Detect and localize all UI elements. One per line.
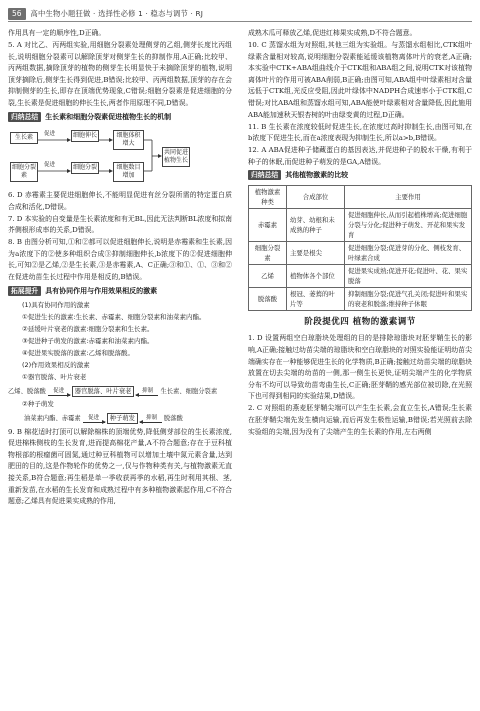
chain-left: 乙烯、脱落酸 — [8, 387, 46, 395]
hormone-chain-germination — [8, 413, 232, 425]
table-cell: 抑制细胞分裂;促进气孔关闭;促进叶和果实的衰老和脱落;维持种子休眠 — [345, 287, 472, 310]
table-row — [249, 287, 472, 310]
column-header: 植物激素种类 — [249, 185, 287, 208]
chain-arrow: 抑制 — [140, 415, 162, 423]
answer-8: 8. B 由图分析可知,①和②都可以促进细胞伸长,说明是赤霉素和生长素,因为a浓度下的②使多种组织合成③抑制细胞伸长,b浓度下的②促进细胞伸长,可知②是乙烯,②是生长素,③是赤霉素,A、C正确;③和①、①、③和②在促进幼苗生长过程中作用是相反的,B错误。 — [8, 238, 232, 282]
table-cell: 促进细胞分裂;促进芽的分化、侧枝发育、叶绿素合成 — [345, 241, 472, 264]
right-column — [248, 28, 472, 439]
answer-9: 9. B 棉花适时打顶可以解除棉株的顶端优势,降低侧芽部位的生长素浓度,促进棉株侧枝的生长发育,进而提高棉花产量,A不符合题意;存在于豆科植物根部的根瘤菌可固氮,通过种豆科植物可以增加土壤中氮元素含量,达到肥田的目的,这是作物轮作的优势之一,仅与作物种类有关,与植物激素无直接关系,B符合题意;再生稻是单一季收获再季的水稻,再生时利用其根、茎,重新发苗,在水稻的生长发育和成熟过程中有多种植物激素起作用,C不符合题意;乙烯具有促进果实成熟的作用, — [8, 427, 232, 506]
node-cell-division: 细胞分裂 — [71, 162, 99, 174]
node-cytokinin: 细胞分裂素 — [10, 162, 38, 182]
table-row — [249, 264, 472, 287]
node-plant-growth: 共同促进植物生长 — [162, 147, 190, 167]
answer-6: 6. D 赤霉素主要促进细胞伸长,不能明显促进有丝分裂所需的特定蛋白质合成和活化,D错误。 — [8, 191, 232, 211]
table-cell: 乙烯 — [249, 264, 287, 287]
node-cell-volume: 细胞体积增大 — [113, 130, 144, 150]
table-cell: 主要是根尖 — [287, 241, 345, 264]
extension-title: 具有协同作用与作用效果相反的激素 — [45, 286, 158, 295]
page-header — [8, 6, 472, 22]
table-cell: 幼芽、幼根和未成熟的种子 — [287, 208, 345, 241]
paragraph: 成熟木瓜可释放乙烯,促进红柿果实成熟,D不符合题意。 — [248, 29, 417, 37]
list-item: ②延缓叶片衰老的激素:细胞分裂素和生长素。 — [22, 325, 154, 334]
table-cell: 促进果实成熟;促进开花;促进叶、花、果实脱落 — [345, 264, 472, 287]
table-header-row — [249, 185, 472, 208]
stage-answer-2: 2. C 对照组的燕麦胚芽鞘尖端可以产生生长素,会直立生长,A错误;生长素在胚芽鞘尖端先发生横向运输,而后再发生极性运输,B错误;若光照前去除实验组的尖端,因为没有了尖端产生的生长素的作用,左右两侧 — [248, 404, 472, 436]
list-item: ③促进种子萌发的激素:赤霉素和油菜素内酯。 — [22, 337, 154, 346]
chain-left: 油菜素内酯、赤霉素 — [24, 414, 81, 422]
paragraph: 作用具有一定的顺序性,D正确。 — [8, 29, 106, 37]
chain-arrow: 抑制 — [136, 388, 158, 396]
table-cell: 植物体各个部位 — [287, 264, 345, 287]
answer-5: 5. A 对比乙、丙两组实验,用细胞分裂素处理侧芽的乙组,侧芽长度比丙组长,说明细胞分裂素可以解除顶芽对侧芽生长的抑制作用,A正确;比较甲、丙两组数据,摘除顶芽的植物的侧芽生长明显快于未摘除顶芽的植物,说明顶芽摘除后,侧芽生长得到促进,B错误;比较甲、丙两组数据,顶芽的存在会抑制侧芽的生长,即存在顶端优势现象,C错误;细胞分裂素是促进细胞的分裂,生长素是促进细胞的伸长生长,两者作用原理不同,D错误。 — [8, 40, 232, 107]
hormone-comparison-table — [248, 185, 472, 311]
column-header: 主要作用 — [345, 185, 472, 208]
list-item: ①促进生长的激素:生长素、赤霉素、细胞分裂素和油菜素内酯。 — [22, 313, 206, 322]
answer-10: 10. C 蒸馏水组为对照组,其他三组为实验组。与蒸馏水组相比,CTK组叶绿素含量相对较高,说明细胞分裂素能延缓该植物离体叶片的衰老,A正确;本实验中CTK+ABA组曲线介于CTK组和ABA组之间,说明CTK对该植物离体叶片的作用可被ABA削弱,B正确;由图可知,ABA组中叶绿素相对含量远低于CTK组,光反应受阻,因此叶绿体中NADPH合成速率小于CTK组,C错误;对比ABA组和蒸馏水组可知,ABA能使叶绿素相对含量降低,因此施用ABA能加速秋天银杏树的叶由绿变黄的过程,D正确。 — [248, 40, 472, 119]
chain-right: 脱落酸 — [163, 414, 183, 422]
arrow-label-promote-2: 促进 — [44, 162, 56, 169]
list-item: ④促进果实脱落的激素:乙烯和脱落酸。 — [22, 349, 135, 358]
summary-box-heading — [8, 112, 232, 124]
list-item: ②种子萌发 — [22, 400, 54, 409]
summary-title: 其他植物激素的比较 — [285, 171, 349, 180]
extension-box-heading — [8, 286, 232, 298]
node-cell-elongation: 细胞伸长 — [71, 130, 99, 142]
list-item: ①器官脱落、叶片衰老 — [22, 373, 87, 382]
summary-tag: 归纳总结 — [8, 112, 41, 122]
table-cell: 脱落酸 — [249, 287, 287, 310]
column-header: 合成部位 — [287, 185, 345, 208]
extension-tag: 拓展提升 — [8, 286, 41, 296]
chain-center: 器官脱落、叶片衰老 — [72, 386, 135, 397]
list-item: (2)作用效果相反的激素 — [22, 361, 90, 370]
table-cell: 促进细胞伸长,从而引起植株增高;促进细胞分裂与分化;促进种子萌发、开花和果实发育 — [345, 208, 472, 241]
node-auxin: 生长素 — [10, 132, 38, 144]
chain-arrow: 促进 — [48, 388, 70, 396]
section-title: 阶段提优四 植物的激素调节 — [304, 316, 416, 327]
left-column — [8, 28, 232, 508]
summary-title: 生长素和细胞分裂素促进植物生长的机制 — [45, 112, 172, 121]
comparison-box-heading — [248, 170, 472, 182]
node-cell-number: 细胞数目增加 — [113, 162, 144, 182]
table-cell: 赤霉素 — [249, 208, 287, 241]
hormone-chain-abscission — [8, 386, 232, 398]
table-cell: 细胞分裂素 — [249, 241, 287, 264]
chain-arrow: 促进 — [83, 415, 105, 423]
table-row — [249, 208, 472, 241]
stage-answer-1: 1. D 设置两组空白琼脂块处理组的目的是排除琼脂块对胚芽鞘生长的影响,A正确;接触过幼苗尖端的琼脂块和空白琼脂块的对照实验能证明幼苗尖端确实存在一种能够促进生长的化学物质,B正确;接触过幼苗尖端的琼脂块放置在切去尖端的幼苗的一侧,那一侧生长更快,证明尖端产生的化学物质分布不均可以导致幼苗弯曲生长,C正确;胚芽鞘的感光部位被切除,在光照下也可得到相同的实验结果,D错误。 — [248, 334, 472, 401]
answer-12: 12. A ABA促进种子储藏蛋白的基因表达,并促进种子的脱水干燥,有利于种子的休眠,而促进种子萌发的是GA,A错误。 — [248, 146, 472, 166]
table-row — [249, 241, 472, 264]
list-item: (1)具有协同作用的激素 — [22, 301, 90, 310]
arrow-label-promote: 促进 — [44, 131, 56, 138]
answer-7: 7. D 本实验的自变量是生长素浓度和有无BL,因此无法判断BL浓度和拟南芥侧根形成率的关系,D错误。 — [8, 214, 232, 235]
chain-right: 生长素、细胞分裂素 — [160, 387, 218, 395]
page-number: 56 — [8, 8, 26, 20]
table-cell: 根冠、萎蔫的叶片等 — [287, 287, 345, 310]
growth-mechanism-diagram — [8, 126, 232, 186]
summary-tag: 归纳总结 — [248, 170, 281, 180]
chain-center: 种子萌发 — [107, 413, 138, 424]
answer-11: 11. B 生长素在浓度较低时促进生长,在浓度过高时抑制生长,由图可知,在b浓度下促进生长,而在a浓度表现为抑制生长,所以a>b,B错误。 — [248, 122, 472, 143]
running-title: 高中生物小题狂做 · 选择性必修 1 · 稳态与调节 · RJ — [30, 8, 204, 18]
